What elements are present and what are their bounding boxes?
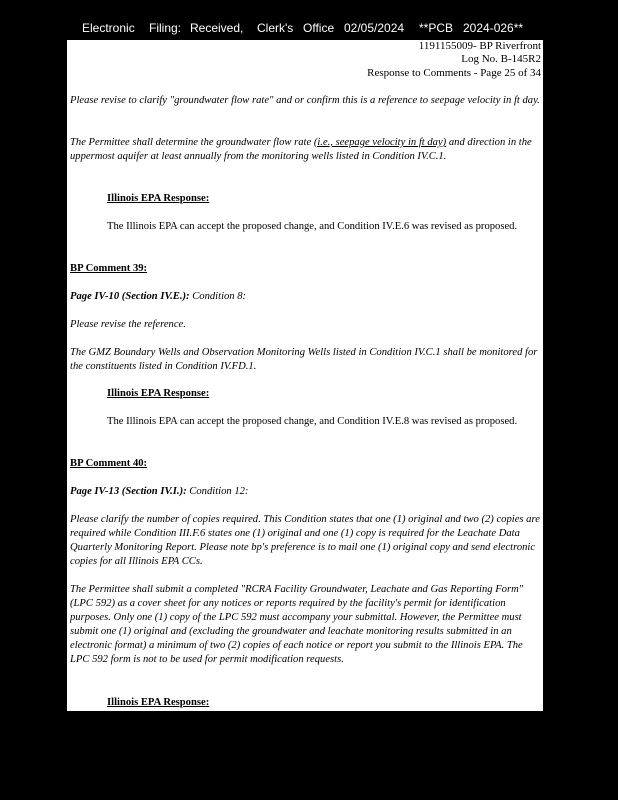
stamp-case-number: 2024-026** bbox=[463, 21, 524, 35]
stamp-word: Clerk's bbox=[257, 21, 294, 35]
response-heading: Illinois EPA Response: bbox=[107, 193, 210, 204]
condition-text-underlined: (i.e., seepage velocity in ft day) bbox=[313, 137, 447, 148]
electronic-filing-stamp bbox=[0, 0, 618, 40]
header-page-ref: Response to Comments - Page 25 of 34 bbox=[367, 67, 541, 79]
permit-condition-text bbox=[70, 136, 542, 164]
page-reference-bold: Page IV-10 (Section IV.E.): bbox=[70, 291, 190, 302]
stamp-word: Office bbox=[303, 21, 335, 35]
page-reference-bold: Page IV-13 (Section IV.I.): bbox=[70, 486, 187, 497]
comment-heading: BP Comment 40: bbox=[70, 458, 148, 469]
response-text: The Illinois EPA can accept the proposed change, and Condition IV.E.6 was revised as proposed. bbox=[107, 221, 518, 232]
permit-condition-text: The Permittee shall submit a completed "RCRA Facility Groundwater, Leachate and Gas Reporting Form" (LPC 592) as a cover sheet for any notices or reports required by the facility's permit for identification purposes. Only one (1) copy of the LPC 592 must accompany your submittal. However, the Permittee must submit one (1) original and (excluding the groundwater and leachate monitoring results submitted in an electronic format) a minimum of two (2) copies of each notice or report you submit to the Illinois EPA. The LPC 592 form is not to be used for permit modification requests. bbox=[70, 584, 524, 665]
page-reference bbox=[70, 290, 542, 304]
comment-paragraph: Please revise to clarify "groundwater flow rate" and or confirm this is a reference to seepage velocity in ft day. bbox=[70, 95, 540, 106]
condition-text-part: and direction in the uppermost aquifer at least annually from the monitoring wells listed in Condition IV.C.1. bbox=[70, 137, 532, 162]
permit-condition-text: The GMZ Boundary Wells and Observation Monitoring Wells listed in Condition IV.C.1 shall be monitored for the constituents listed in Condition IV.FD.1. bbox=[70, 347, 538, 372]
condition-text-part: The Permittee shall determine the groundwater flow rate bbox=[70, 137, 314, 148]
comment-paragraph: Please revise the reference. bbox=[70, 319, 186, 330]
document-page bbox=[67, 40, 543, 711]
stamp-word: Electronic bbox=[82, 21, 135, 35]
page-reference bbox=[70, 485, 542, 499]
comment-heading: BP Comment 39: bbox=[70, 263, 148, 274]
page-reference-condition: Condition 12: bbox=[186, 486, 249, 497]
stamp-date: 02/05/2024 bbox=[344, 21, 405, 35]
header-permit-number: 1191155009- BP Riverfront bbox=[418, 40, 541, 52]
page-reference-condition: Condition 8: bbox=[189, 291, 247, 302]
response-heading: Illinois EPA Response: bbox=[107, 697, 210, 708]
stamp-word: Filing: bbox=[149, 21, 182, 35]
comment-paragraph: Please clarify the number of copies required. This Condition states that one (1) original and two (2) copies are required while Condition III.F.6 states one (1) original and one (1) copy is required for the Leachate Data Quarterly Monitoring Report. Please note bp's preference is to mail one (1) original copy and send electronic copies for all Illinois EPA CCs. bbox=[70, 514, 540, 567]
header-log-number: Log No. B-145R2 bbox=[461, 53, 541, 65]
response-heading: Illinois EPA Response: bbox=[107, 388, 210, 399]
response-text: The Illinois EPA can accept the proposed change, and Condition IV.E.8 was revised as proposed. bbox=[107, 416, 518, 427]
stamp-word: **PCB bbox=[419, 21, 454, 35]
stamp-word: Received, bbox=[190, 21, 244, 35]
